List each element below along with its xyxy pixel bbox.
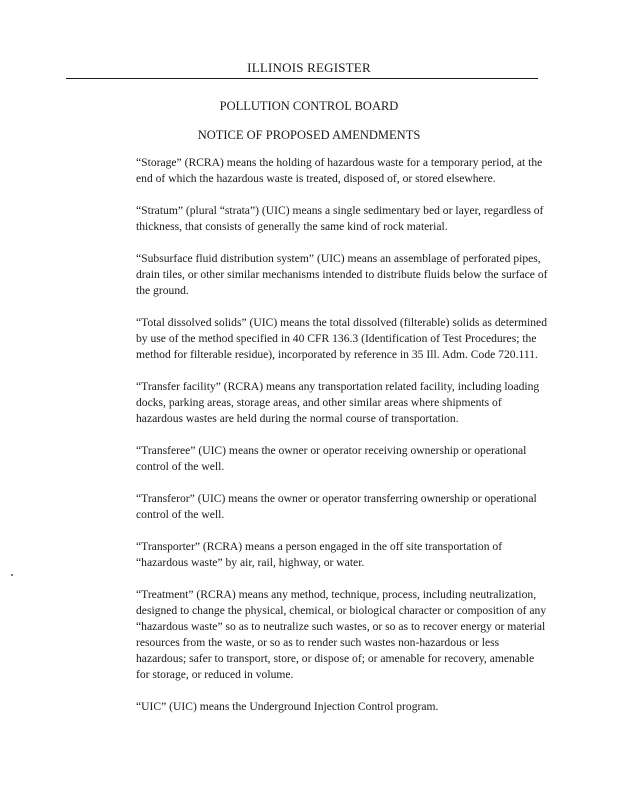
- definition-storage: “Storage” (RCRA) means the holding of hazardous waste for a temporary period, at the end of which the hazardous waste is treated, disposed of, or stored elsewhere.: [136, 156, 543, 185]
- scan-speck: [11, 574, 13, 576]
- register-title: ILLINOIS REGISTER: [247, 60, 371, 75]
- definition-transferor: “Transferor” (UIC) means the owner or operator transferring ownership or operational control of the well.: [136, 492, 537, 521]
- definition-total-dissolved-solids: “Total dissolved solids” (UIC) means the total dissolved (filterable) solids as determined by use of the method specified in 40 CFR 136.3 (Identification of Test Procedures; the method for filterable residue), incorporated by reference in 35 Ill. Adm. Code 720.111.: [136, 316, 547, 361]
- definition-subsurface-fluid-distribution-system: “Subsurface fluid distribution system” (UIC) means an assemblage of perforated pipes, drain tiles, or other similar mechanisms intended to distribute fluids below the surface of the ground.: [136, 252, 548, 297]
- definition-stratum: “Stratum” (plural “strata”) (UIC) means a single sedimentary bed or layer, regardless of thickness, that consists of generally the same kind of rock material.: [136, 204, 544, 233]
- board-heading: POLLUTION CONTROL BOARD: [219, 99, 399, 113]
- definition-transferee: “Transferee” (UIC) means the owner or operator receiving ownership or operational control of the well.: [136, 444, 527, 473]
- definition-treatment: “Treatment” (RCRA) means any method, technique, process, including neutralization, designed to change the physical, chemical, or biological character or composition of any “hazardous waste” so as to neutralize such wastes, or so as to recover energy or material resources from the waste, or so as to render such wastes non-hazardous or less hazardous; safer to transport, store, or dispose of; or amenable for recovery, amenable for storage, or reduced in volume.: [136, 588, 547, 681]
- definition-transporter: “Transporter” (RCRA) means a person engaged in the off site transportation of “hazardous waste” by air, rail, highway, or water.: [136, 540, 503, 569]
- definition-transfer-facility: “Transfer facility” (RCRA) means any transportation related facility, including loading docks, parking areas, storage areas, and other similar areas where shipments of hazardous wastes are held during the normal course of transportation.: [136, 380, 540, 425]
- definition-uic: “UIC” (UIC) means the Underground Injection Control program.: [136, 700, 439, 713]
- notice-heading: NOTICE OF PROPOSED AMENDMENTS: [197, 128, 421, 142]
- definitions-list: [136, 155, 548, 731]
- header-rule: [66, 78, 538, 79]
